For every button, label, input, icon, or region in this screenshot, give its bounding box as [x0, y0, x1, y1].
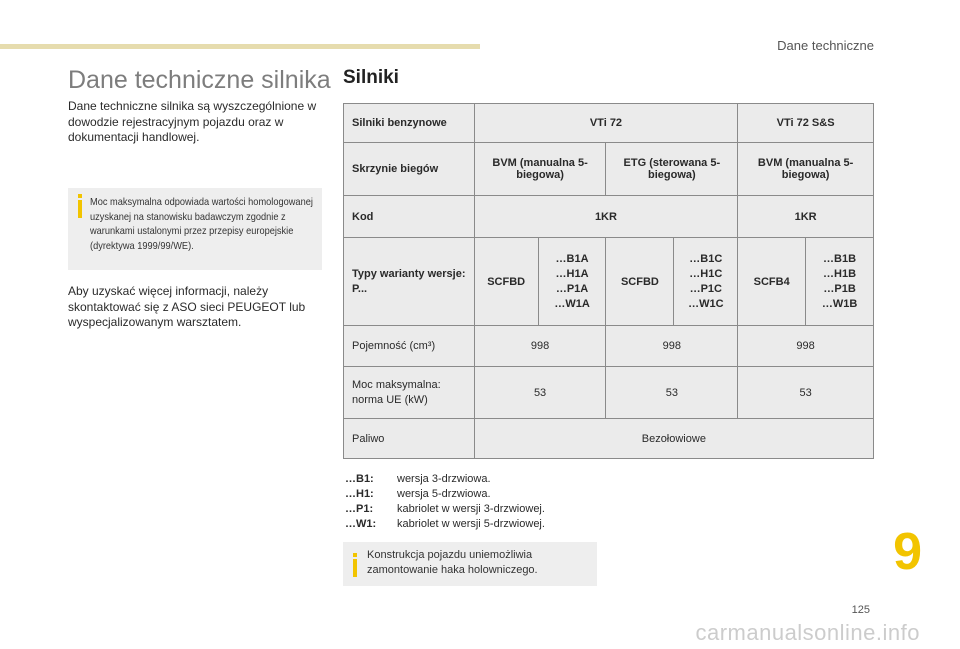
header-rule: [0, 44, 480, 49]
cell: BVM (manualna 5-biegowa): [474, 143, 606, 196]
cell: SCFBD: [474, 238, 538, 326]
row-label: Silniki benzynowe: [344, 104, 475, 143]
watermark: carmanualsonline.info: [695, 620, 920, 645]
section-title: Silniki: [343, 67, 399, 88]
intro-text: Dane techniczne silnika są wyszczególnione w dowodzie rejestracyjnym pojazdu oraz w dokumentacji handlowej.: [68, 99, 317, 144]
row-label: Kod: [344, 196, 475, 238]
table-row: [344, 238, 874, 326]
list-item: …H1: wersja 5-drzwiowa.: [345, 488, 491, 500]
list-item: …B1: wersja 3-drzwiowa.: [345, 473, 491, 485]
cell: 998: [474, 326, 606, 367]
cell: SCFBD: [606, 238, 674, 326]
table-row: [344, 196, 874, 238]
cell: VTi 72 S&S: [738, 104, 874, 143]
engine-spec-table: [343, 103, 874, 459]
info-icon-bar: [353, 559, 357, 577]
row-label: Skrzynie biegów: [344, 143, 475, 196]
info-icon: [353, 553, 357, 557]
cell: 998: [738, 326, 874, 367]
cell: BVM (manualna 5-biegowa): [738, 143, 874, 196]
contact-text: Aby uzyskać więcej informacji, należy skontaktować się z ASO sieci PEUGEOT lub wyspecjalizowanym warsztatem.: [68, 284, 306, 329]
cell: 53: [474, 367, 606, 419]
list-item: …P1: kabriolet w wersji 3-drzwiowej.: [345, 503, 545, 515]
table-row: [344, 104, 874, 143]
cell: SCFB4: [738, 238, 806, 326]
row-label: Typy warianty wersje: P...: [344, 238, 475, 326]
info-icon-bar: [78, 200, 82, 218]
row-label: Pojemność (cm³): [344, 326, 475, 367]
cell: 53: [606, 367, 738, 419]
row-label: Paliwo: [344, 419, 475, 459]
variant-list: …B1C …H1C …P1C …W1C: [674, 238, 738, 326]
cell: Bezołowiowe: [474, 419, 873, 459]
variant-legend: [345, 472, 545, 532]
cell: VTi 72: [474, 104, 738, 143]
table-row: [344, 367, 874, 419]
note-text: Konstrukcja pojazdu uniemożliwia zamontowanie haka holowniczego.: [367, 549, 538, 576]
section-header: Dane techniczne: [777, 38, 874, 53]
table-row: [344, 419, 874, 459]
page-title: Dane techniczne silnika: [68, 66, 331, 94]
cell: 998: [606, 326, 738, 367]
info-text: Moc maksymalna odpowiada wartości homologowanej uzyskanej na stanowisku badawczym zgodnie z warunkami ustalonymi przez przepisy europejskie (dyrektywa 1999/99/WE).: [90, 196, 313, 252]
list-item: …W1: kabriolet w wersji 5-drzwiowej.: [345, 518, 545, 530]
info-icon: [78, 194, 82, 198]
cell: ETG (sterowana 5-biegowa): [606, 143, 738, 196]
info-box: [68, 188, 322, 270]
row-label: Moc maksymalna: norma UE (kW): [344, 367, 475, 419]
table-row: [344, 326, 874, 367]
cell: 1KR: [738, 196, 874, 238]
cell: 1KR: [474, 196, 738, 238]
page-number: 125: [851, 604, 870, 616]
chapter-number: 9: [893, 523, 922, 581]
note-box: [343, 542, 597, 586]
table-row: [344, 143, 874, 196]
cell: 53: [738, 367, 874, 419]
variant-list: …B1A …H1A …P1A …W1A: [538, 238, 606, 326]
variant-list: …B1B …H1B …P1B …W1B: [806, 238, 874, 326]
